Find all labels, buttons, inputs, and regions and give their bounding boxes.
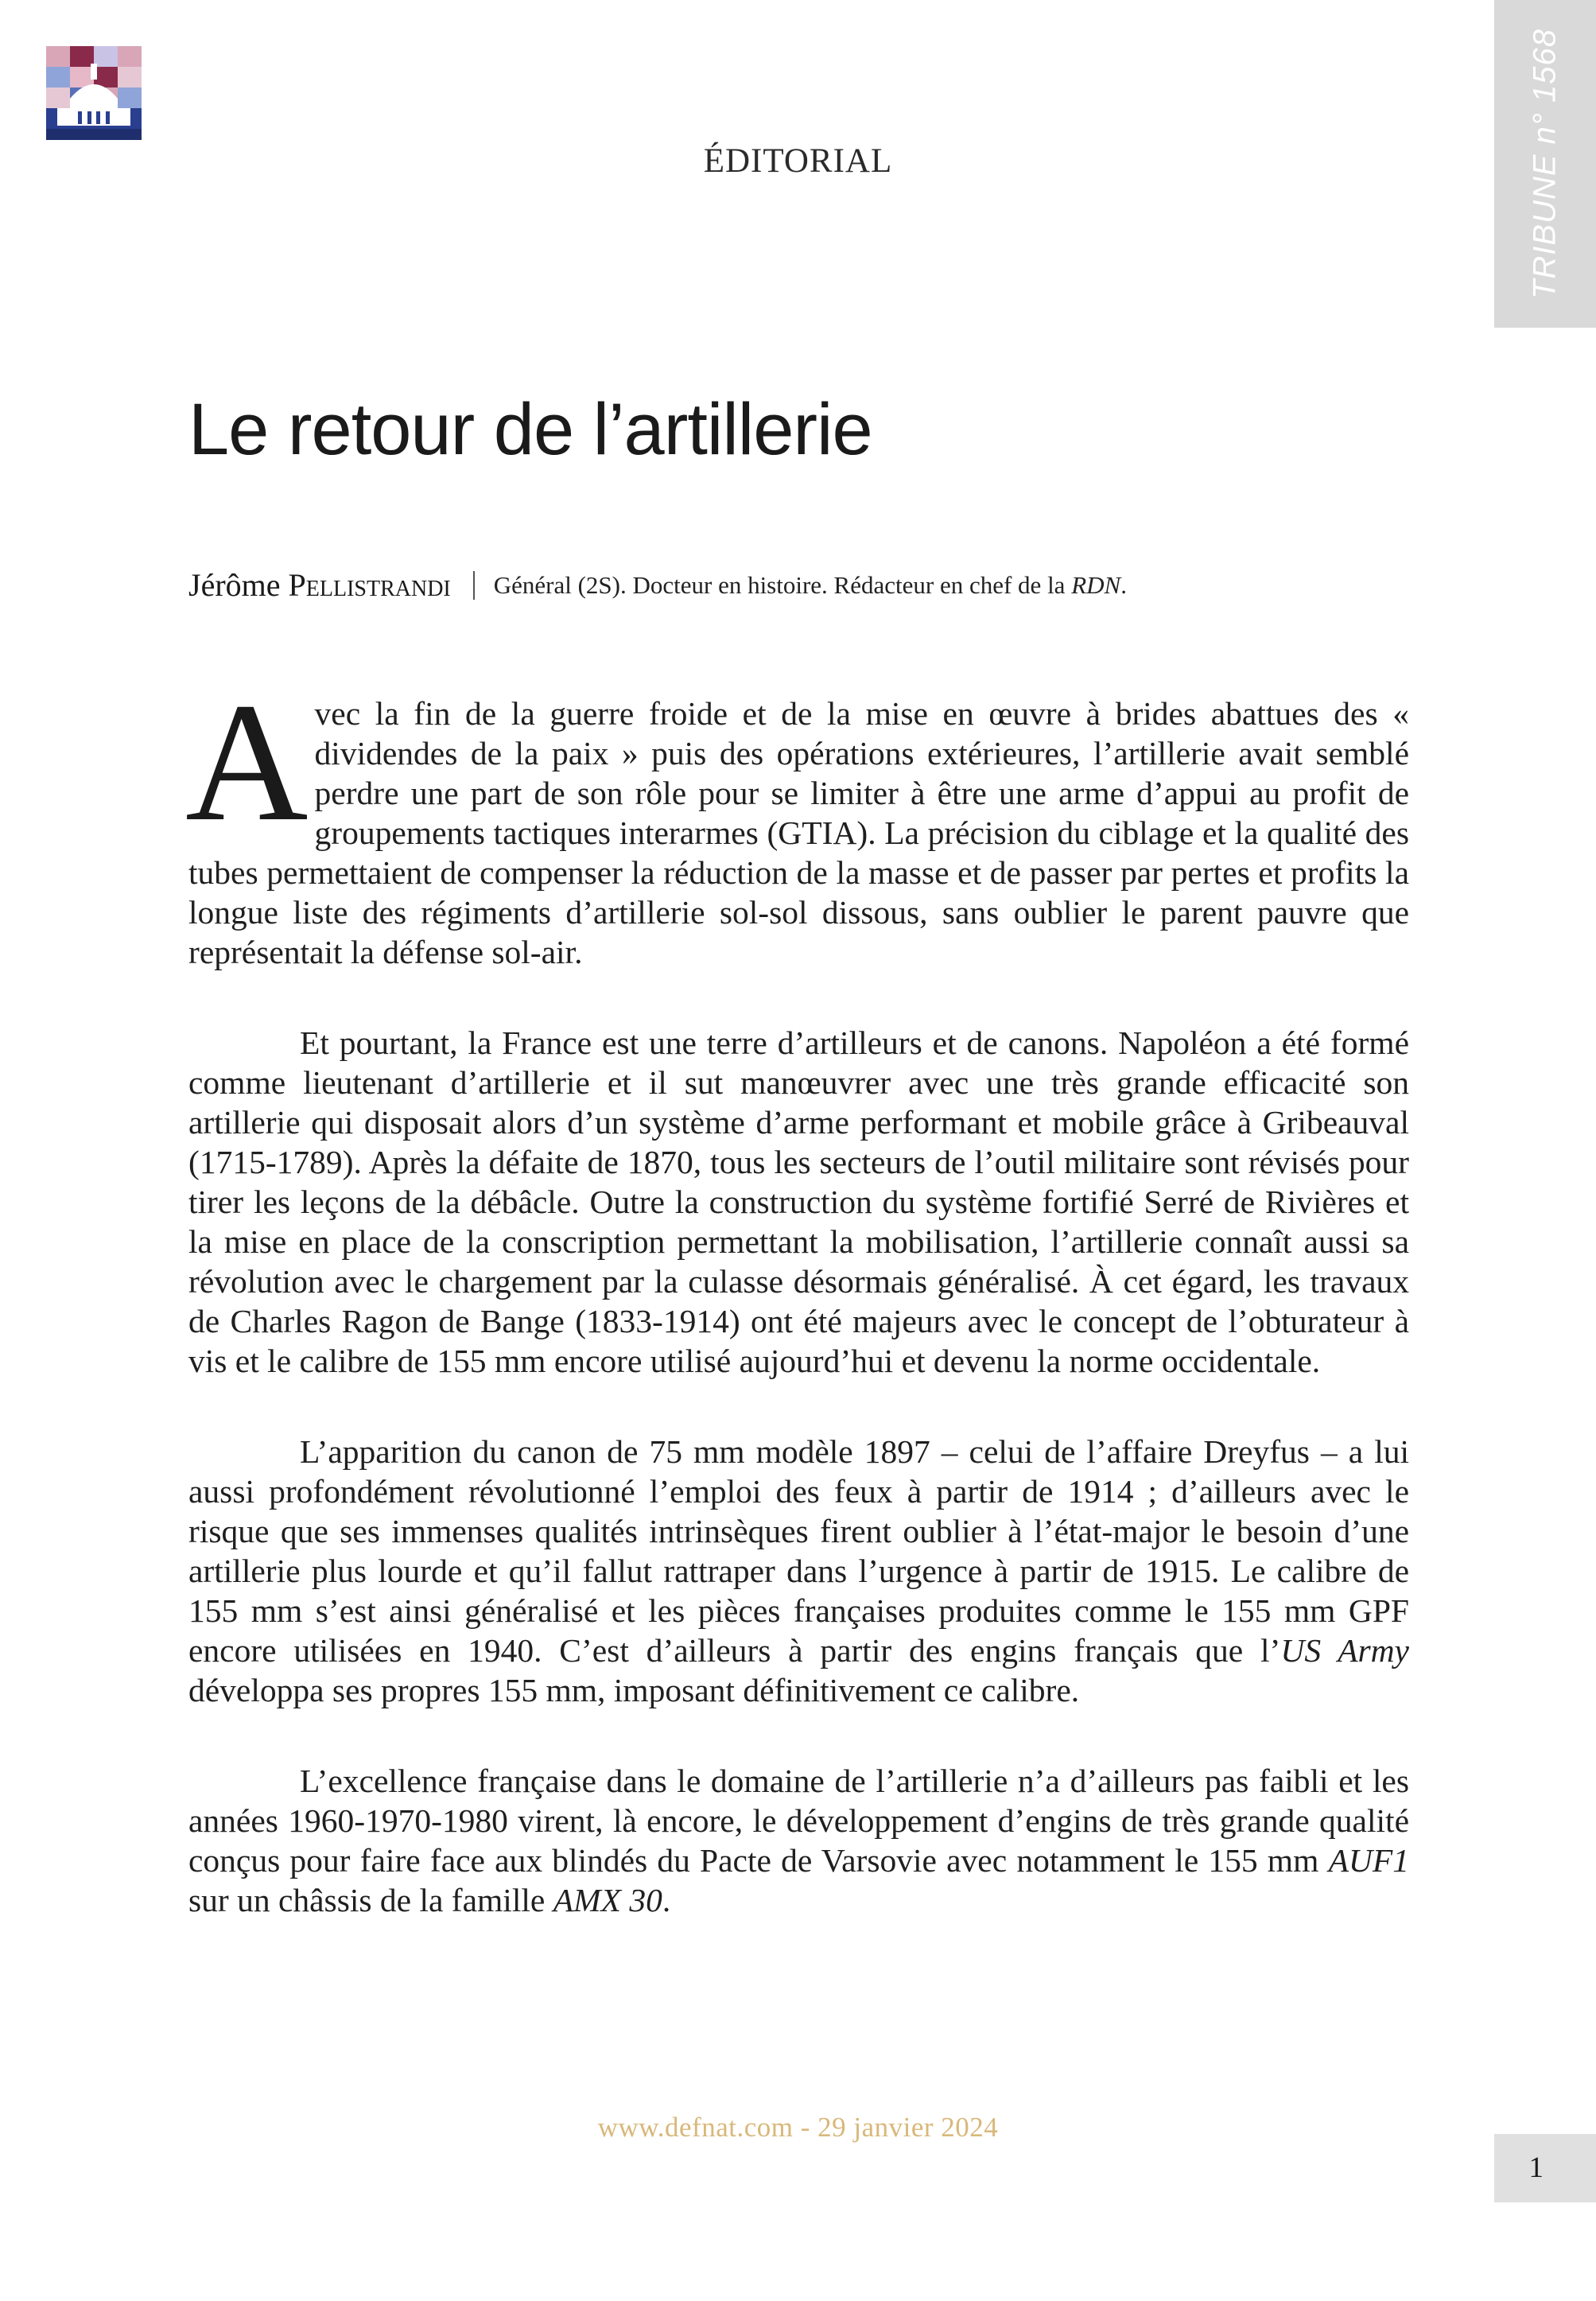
page-number: 1 — [1528, 2151, 1544, 2184]
author-bio-prefix: Général (2S). Docteur en histoire. Rédacteur en chef de la — [493, 570, 1072, 599]
tribune-number: TRIBUNE n° 1568 — [1527, 28, 1563, 300]
author-bio-journal: RDN — [1071, 570, 1121, 599]
paragraph-4-text-c: . — [662, 1882, 671, 1918]
auf1-term: AUF1 — [1328, 1842, 1409, 1879]
author-firstname: Jérôme — [188, 567, 281, 603]
paragraph-2: Et pourtant, la France est une terre d’artilleurs et de canons. Napoléon a été formé comme lieutenant d’artillerie et il sut manœuvrer avec une très grande efficacité son artillerie qui disposait alors d’un système d’arme performant et mobile grâce à Gribeauval (1715-1789). Après la défaite de 1870, tous les secteurs de l’outil militaire sont révisés pour tirer les leçons de la débâcle. Outre la construction du système fortifié Serré de Rivières et la mise en place de la conscription permettant la mobilisation, l’artillerie connaît aussi sa révolution avec le chargement par la culasse désormais généralisé. À cet égard, les travaux de Charles Ragon de Bange (1833-1914) ont été majeurs avec le concept de l’obturateur à vis et le calibre de 155 mm encore utilisé aujourd’hui et devenu la norme occidentale. — [188, 1024, 1409, 1379]
byline — [188, 566, 1127, 604]
paragraph-3 — [188, 1432, 1409, 1710]
paragraph-4-text-b: sur un châssis de la famille — [188, 1882, 553, 1918]
author-bio — [494, 571, 1127, 600]
author-surname: Pellistrandi — [288, 567, 451, 603]
paragraph-1 — [185, 668, 1409, 972]
byline-divider — [473, 571, 475, 600]
paragraph-1-text: vec la fin de la guerre froide et de la mise en œuvre à brides abattues des « dividendes de la paix » puis des opérations extérieures, l’artillerie avait semblé perdre une part de son rôle pour se limiter à être une arme d’appui au profit de groupements tactiques interarmes (GTIA). La précision du ciblage et la qualité des tubes permettaient de compenser la réduction de la masse et de passer par pertes et profits la longue liste des régiments d’artillerie sol-sol dissous, sans oublier le parent pauvre que représentait la défense sol-air. — [188, 695, 1409, 970]
dome-logo-icon — [46, 46, 142, 140]
paragraph-3-text-b: développa ses propres 155 mm, imposant définitivement ce calibre. — [188, 1672, 1080, 1708]
drop-cap: A — [185, 668, 309, 857]
author-name — [188, 566, 451, 604]
amx30-term: AMX 30 — [553, 1882, 662, 1918]
tribune-tab — [1494, 0, 1596, 328]
article-title: Le retour de l’artillerie — [188, 389, 872, 470]
page-number-tab — [1494, 2134, 1596, 2202]
paragraph-4-text-a: L’excellence française dans le domaine de l’artillerie n’a d’ailleurs pas faibli et les années 1960-1970-1980 virent, là encore, le développement d’engins de très grande qualité conçus pour faire face aux blindés du Pacte de Varsovie avec notamment le 155 mm — [188, 1763, 1409, 1879]
paragraph-3-text-a: L’apparition du canon de 75 mm modèle 1897 – celui de l’affaire Dreyfus – a lui aussi profondément révolutionné l’emploi des feux à partir de 1914 ; d’ailleurs avec le risque que ses immenses qualités intrinsèques firent oublier à l’état-major le besoin d’une artillerie plus lourde et qu’il fallut rattraper dans l’urgence à partir de 1915. Le calibre de 155 mm s’est ainsi généralisé et les pièces françaises produites comme le 155 mm GPF encore utilisées en 1940. C’est d’ailleurs à partir des engins français que l’ — [188, 1433, 1409, 1669]
paragraph-4 — [188, 1761, 1409, 1920]
author-bio-suffix: . — [1120, 570, 1127, 599]
article-body — [185, 668, 1409, 1971]
section-label: ÉDITORIAL — [703, 142, 893, 180]
us-army-term: US Army — [1280, 1632, 1409, 1669]
footer-website[interactable]: www.defnat.com - 29 janvier 2024 — [597, 2112, 999, 2143]
